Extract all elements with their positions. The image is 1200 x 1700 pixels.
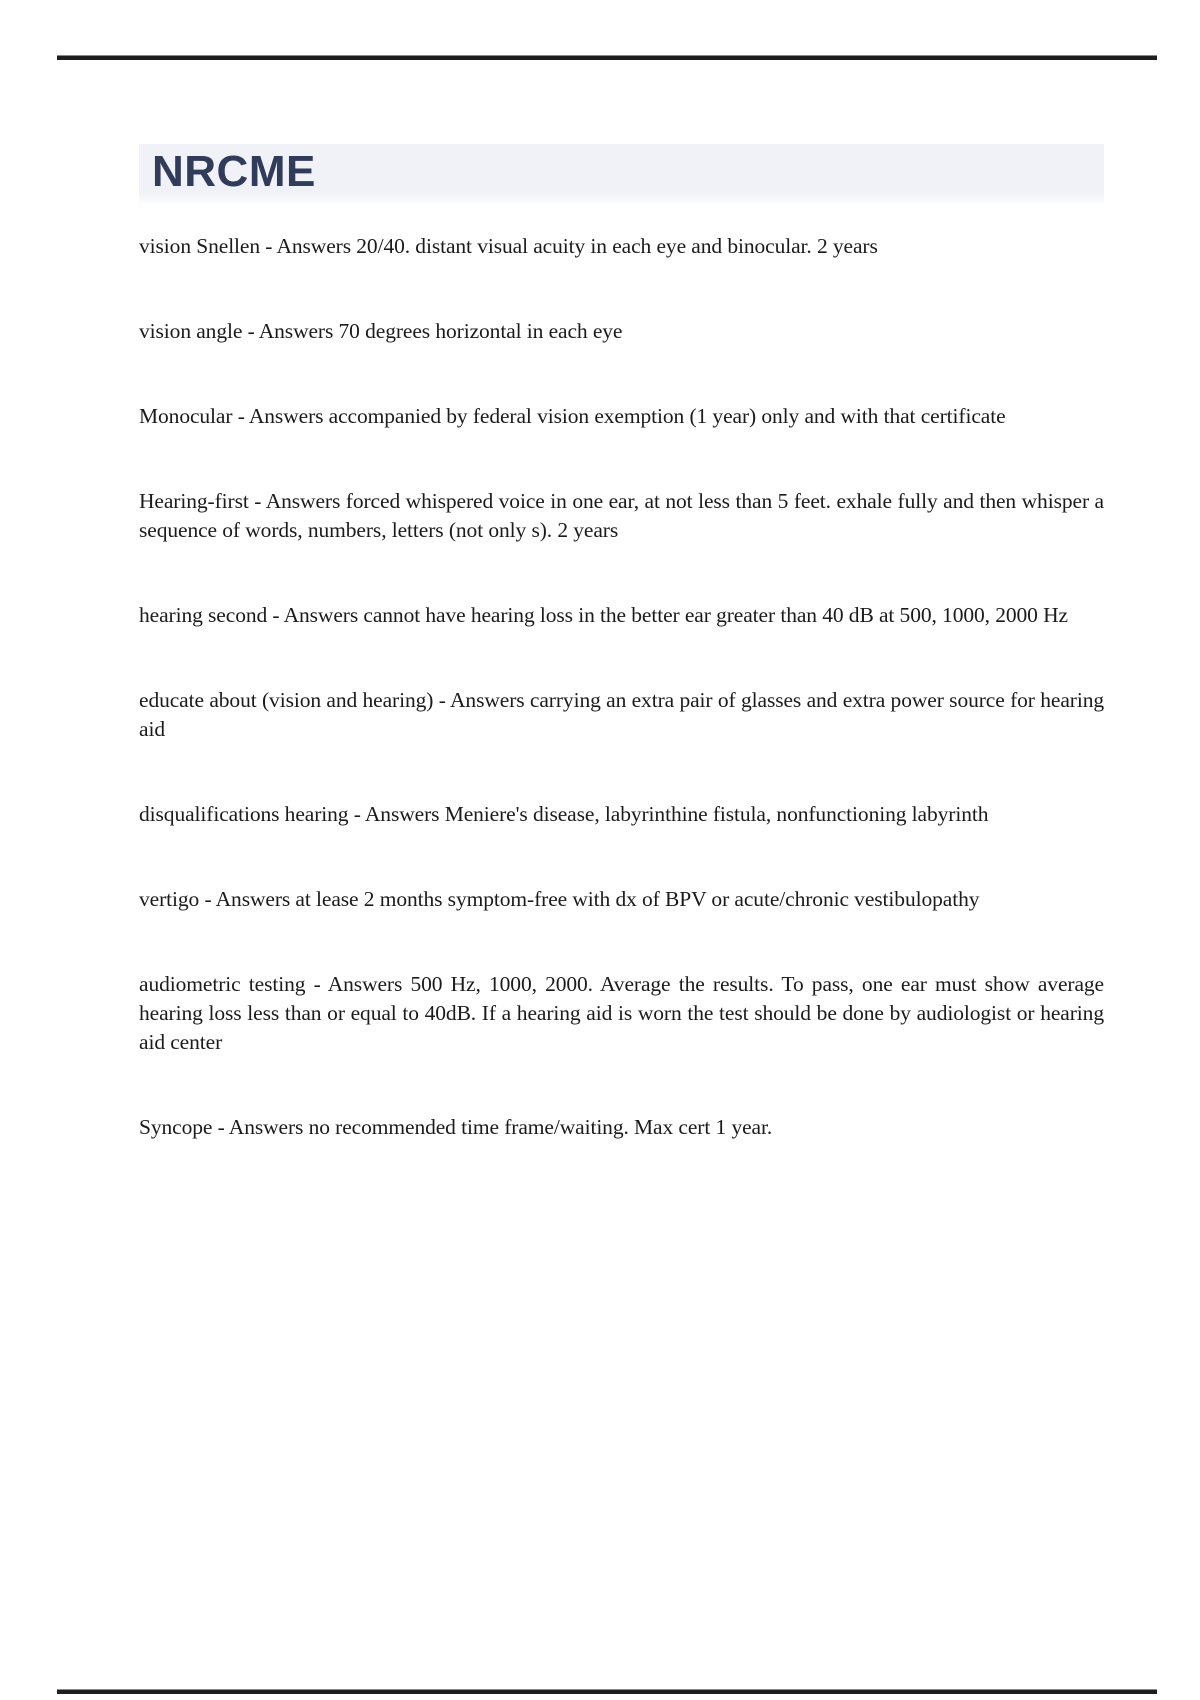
- qa-paragraph: educate about (vision and hearing) - Answers carrying an extra pair of glasses and extra power source for hearing aid: [139, 688, 1104, 741]
- qa-paragraph: hearing second - Answers cannot have hearing loss in the better ear greater than 40 dB at 500, 1000, 2000 Hz: [139, 603, 1068, 627]
- qa-paragraph: Syncope - Answers no recommended time frame/waiting. Max cert 1 year.: [139, 1115, 773, 1139]
- qa-paragraph: audiometric testing - Answers 500 Hz, 1000, 2000. Average the results. To pass, one ear must show average hearing loss less than or equal to 40dB. If a hearing aid is worn the test should be done by audiologist or hearing aid center: [139, 972, 1104, 1054]
- header-rule: [57, 56, 1157, 60]
- qa-paragraph: Hearing-first - Answers forced whispered voice in one ear, at not less than 5 feet. exhale fully and then whisper a sequence of words, numbers, letters (not only s). 2 years: [139, 489, 1104, 542]
- footer-rule: [57, 1690, 1157, 1694]
- qa-paragraph: vision angle - Answers 70 degrees horizontal in each eye: [139, 319, 623, 343]
- qa-list: [139, 232, 1104, 1198]
- title-banner: [139, 144, 1104, 206]
- qa-paragraph: vision Snellen - Answers 20/40. distant visual acuity in each eye and binocular. 2 years: [139, 234, 878, 258]
- qa-paragraph: disqualifications hearing - Answers Meniere's disease, labyrinthine fistula, nonfunctioning labyrinth: [139, 802, 989, 826]
- page-title: NRCME: [152, 147, 316, 196]
- qa-paragraph: Monocular - Answers accompanied by federal vision exemption (1 year) only and with that certificate: [139, 404, 1006, 428]
- qa-paragraph: vertigo - Answers at lease 2 months symptom-free with dx of BPV or acute/chronic vestibulopathy: [139, 887, 980, 911]
